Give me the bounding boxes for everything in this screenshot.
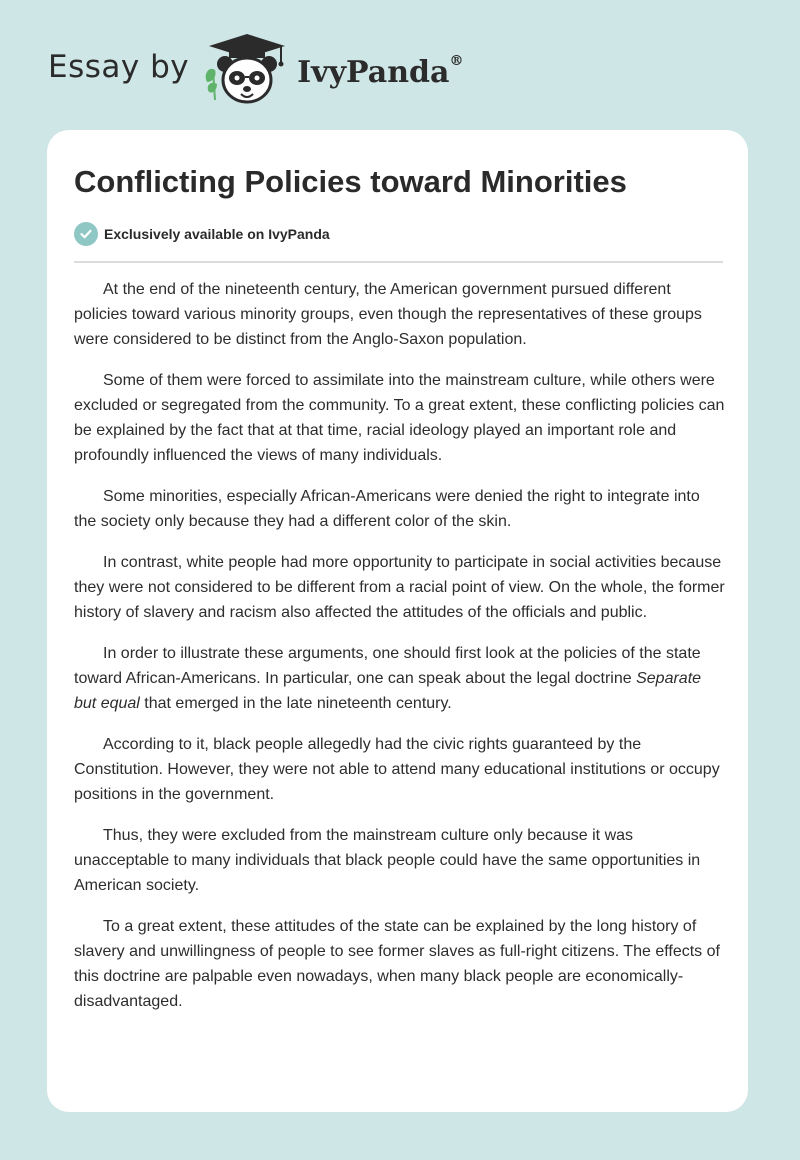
- paragraph: Some of them were forced to assimilate into the mainstream culture, while others were excluded or segregated from the community. To a great extent, these conflicting policies can be explained by the fact that at that time, racial ideology played an important role and profoundly influenced the views of many individuals.: [74, 372, 725, 464]
- panda-graduation-cap-icon: [201, 30, 293, 110]
- paragraph: In contrast, white people had more opportunity to participate in social activities because they were not considered to be different from a racial point of view. On the whole, the former history of slavery and racism also affected the attitudes of the officials and public.: [74, 554, 725, 621]
- exclusive-badge: [74, 222, 330, 246]
- essay-body: [74, 277, 726, 1030]
- site-header: [48, 30, 463, 110]
- paragraph: Thus, they were excluded from the mainstream culture only because it was unacceptable to many individuals that black people could have the same opportunities in American society.: [74, 827, 701, 894]
- brand-name[interactable]: IvyPanda®: [297, 52, 464, 90]
- check-icon: [74, 222, 98, 246]
- essay-by-label: Essay by: [48, 49, 190, 85]
- page-title: Conflicting Policies toward Minorities: [74, 164, 627, 199]
- doctrine-name: Separate but equal: [74, 670, 702, 712]
- paragraph: According to it, black people allegedly had the civic rights guaranteed by the Constitution. However, they were not able to attend many educational institutions or occupy positions in the government.: [74, 736, 720, 803]
- paragraph: To a great extent, these attitudes of the state can be explained by the long history of slavery and unwillingness of people to see former slaves as full-right citizens. The effects of this doctrine are palpable even nowadays, when many black people are economically-disadvantaged.: [74, 918, 720, 1010]
- paragraph: At the end of the nineteenth century, the American government pursued different policies toward various minority groups, even though the representatives of these groups were considered to be distinct from the Anglo-Saxon population.: [74, 281, 702, 348]
- essay-card: [47, 130, 748, 1112]
- badge-label: Exclusively available on IvyPanda: [104, 226, 330, 242]
- divider: [74, 261, 723, 263]
- paragraph: Some minorities, especially African-Americans were denied the right to integrate into the society only because they had a different color of the skin.: [74, 488, 700, 530]
- paragraph: In order to illustrate these arguments, one should first look at the policies of the state toward African-Americans. In particular, one can speak about the legal doctrine Separate but equal that emerged in the late nineteenth century.: [74, 645, 702, 712]
